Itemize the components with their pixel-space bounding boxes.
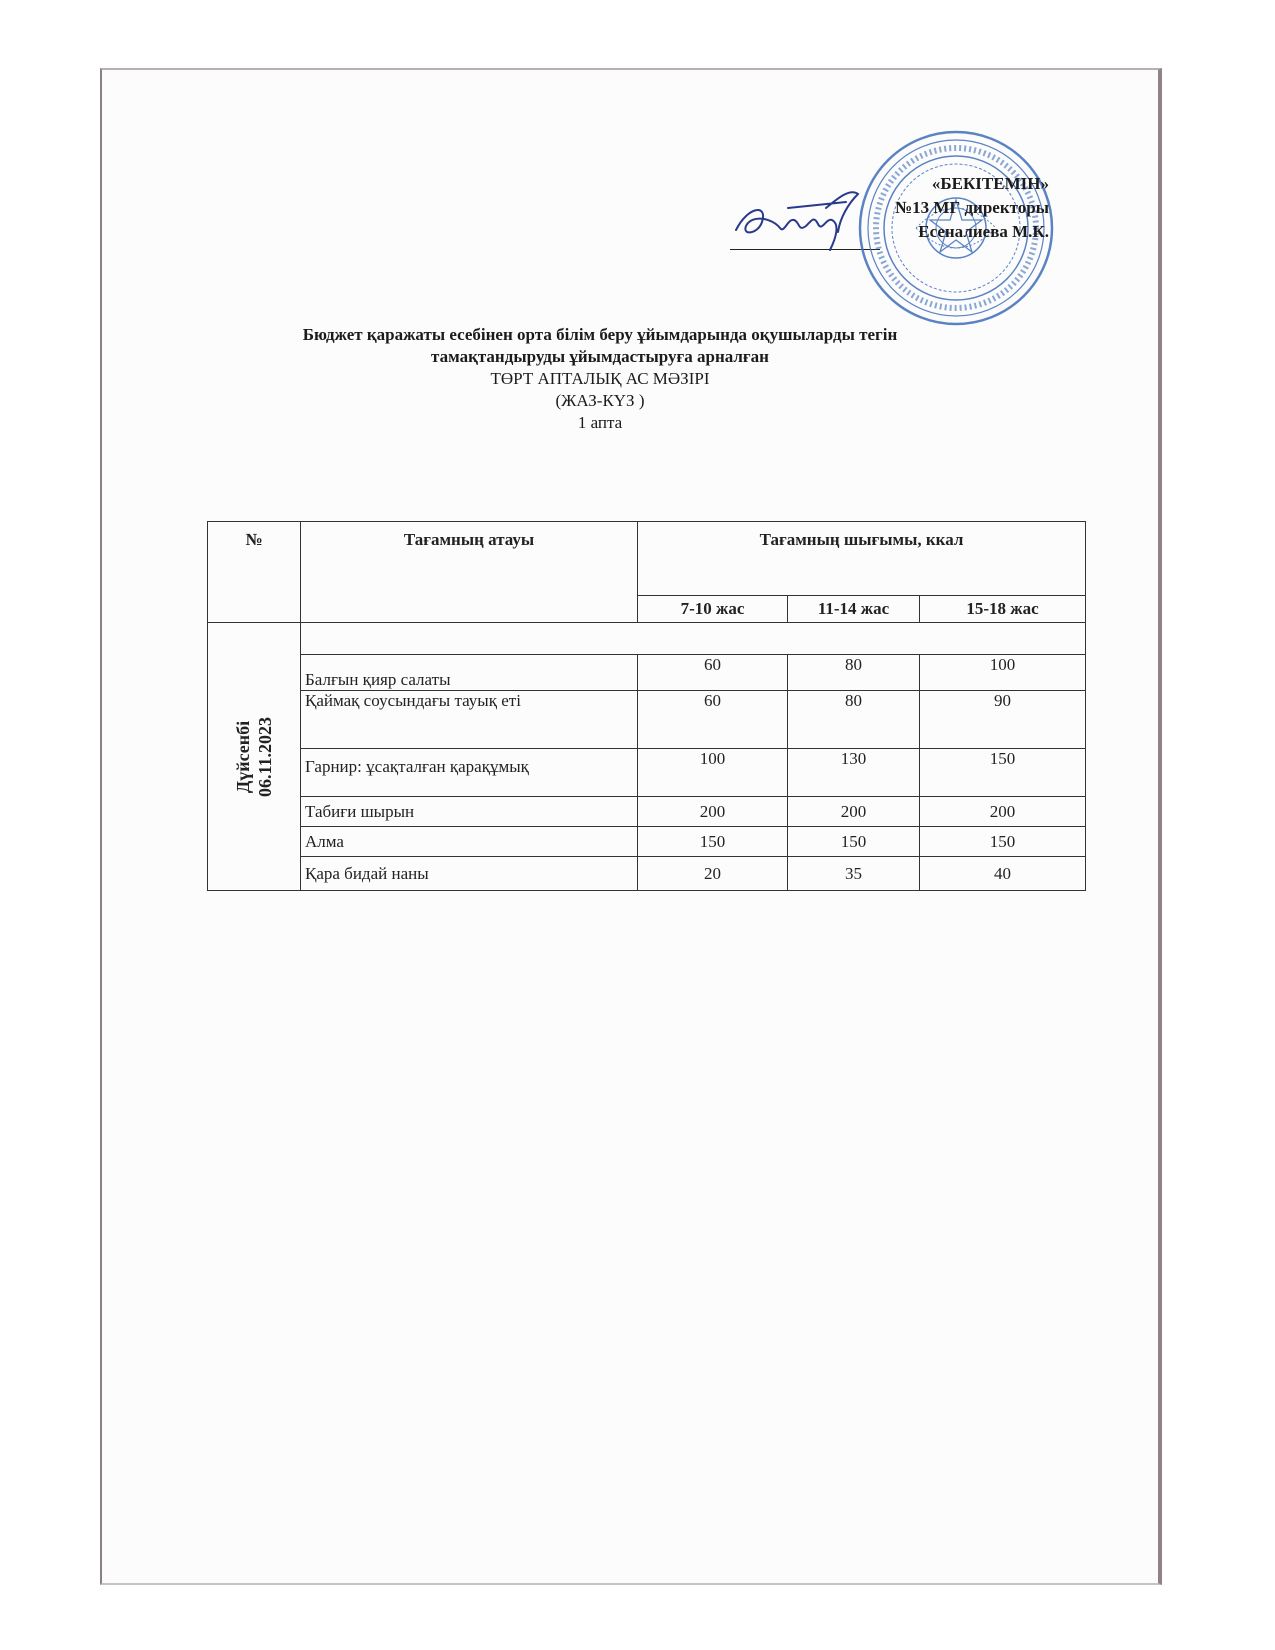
yield-15-18: 100 [920,655,1086,691]
yield-11-14: 200 [788,797,920,827]
table-row [208,827,1086,857]
yield-7-10: 60 [638,691,788,749]
dish-name: Алма [301,827,638,857]
table-row [208,797,1086,827]
yield-15-18: 200 [920,797,1086,827]
yield-11-14: 80 [788,691,920,749]
dish-name: Қаймақ соусындағы тауық еті [301,691,638,749]
table-header-row [208,522,1086,596]
header-dish-name: Тағамның атауы [301,522,638,623]
table-row [208,623,1086,655]
dish-name: Балғын қияр салаты [301,655,638,691]
header-yield: Тағамның шығымы, ккал [638,522,1086,596]
yield-11-14: 130 [788,749,920,797]
title-line-4: (ЖАЗ-КҮЗ ) [555,391,645,410]
yield-15-18: 90 [920,691,1086,749]
day-name: Дүйсенбі [233,720,253,793]
yield-7-10: 20 [638,857,788,891]
dish-name: Табиғи шырын [301,797,638,827]
approval-heading: «БЕКІТЕМІН» [931,174,1049,193]
title-line-2: тамақтандыруды ұйымдастыруға арналған [431,347,769,366]
day-cell [208,623,301,891]
approval-position: №13 МГ директоры [895,198,1049,217]
title-line-5: 1 апта [577,413,623,432]
table-row [208,749,1086,797]
approval-name: Есеналиева М.К. [918,222,1049,241]
yield-7-10: 200 [638,797,788,827]
dish-name: Гарнир: ұсақталған қарақұмық [301,749,638,797]
yield-7-10: 150 [638,827,788,857]
yield-15-18: 150 [920,827,1086,857]
yield-11-14: 150 [788,827,920,857]
approval-block [895,172,1049,244]
age-group-11-14: 11-14 жас [788,596,920,623]
age-group-7-10: 7-10 жас [638,596,788,623]
yield-15-18: 150 [920,749,1086,797]
yield-15-18: 40 [920,857,1086,891]
title-line-3: ТӨРТ АПТАЛЫҚ АС МӘЗІРІ [490,369,710,388]
yield-11-14: 35 [788,857,920,891]
menu-table [207,521,1086,891]
director-signature [728,188,878,258]
yield-7-10: 100 [638,749,788,797]
table-row [208,655,1086,691]
day-date: 06.11.2023 [255,716,275,797]
table-row [208,857,1086,891]
dish-name: Қара бидай наны [301,857,638,891]
yield-7-10: 60 [638,655,788,691]
document-title [200,324,1000,434]
header-number: № [208,522,301,623]
title-line-1: Бюджет қаражаты есебінен орта білім беру ұйымдарында оқушыларды тегін [302,325,898,344]
day-label [232,716,276,796]
yield-11-14: 80 [788,655,920,691]
age-group-15-18: 15-18 жас [920,596,1086,623]
table-row [208,691,1086,749]
empty-section-row [301,623,1086,655]
